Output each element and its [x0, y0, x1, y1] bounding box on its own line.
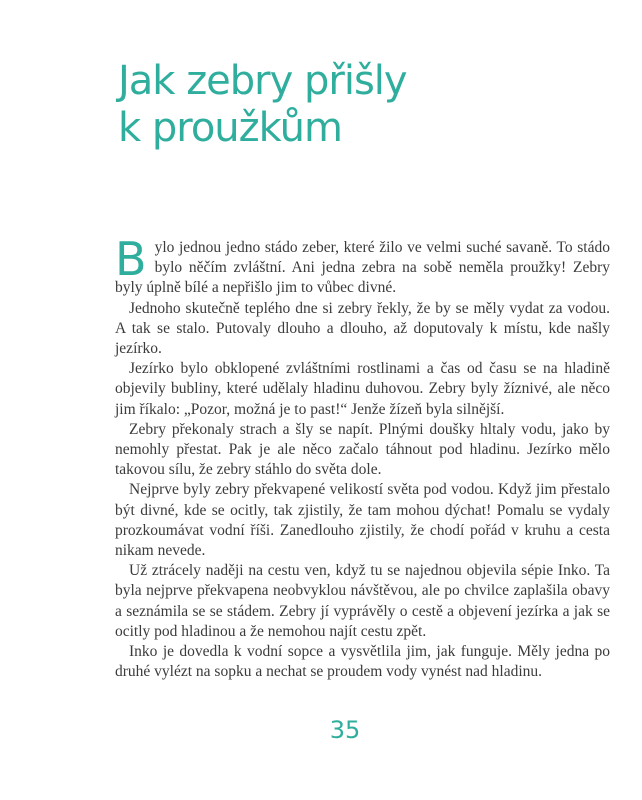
story-paragraph: Inko je dovedla k vodní sopce a vysvětlila jim, jak funguje. Měly jedna po druhé vylézt na sopku a nechat se proudem vody vynést nad hladinu. — [115, 643, 610, 681]
story-text — [115, 232, 610, 682]
story-paragraph: Jezírko bylo obklopené zvláštními rostlinami a čas od času se na hladině objevily bubliny, které udělaly hladinu duhovou. Zebry byly žíznivé, ale něco jim říkalo: „Pozor, možná je to past!“ Jenže žízeň byla silnější. — [115, 360, 610, 418]
story-paragraph: Už ztrácely naději na cestu ven, když tu se najednou objevila sépie Inko. Ta byla nejprve překvapena neobvyklou návštěvou, ale po chvilce zaplašila obavy a seznámila se se stádem. Zebry jí vyprávěly o cestě a objevení jezírka a jak se ocitly pod hladinou a že nemohou najít cestu zpět. — [115, 562, 610, 640]
page-title-line2: k proužkům — [118, 105, 342, 151]
story-paragraph-text: ylo jednou jedno stádo zeber, které žilo ve velmi suché savaně. To stádo bylo něčím zvláštní. Ani jedna zebra na sobě neměla proužky! Zebry byly úplně bílé a nepřišlo jim to vůbec divné. — [115, 239, 610, 297]
story-paragraph: Nejprve byly zebry překvapené velikostí světa pod vodou. Když jim přestalo být divné, kde se ocitly, tak zjistily, že tam mohou dýchat! Pomalu se vydaly prozkoumávat vodní říši. Zanedlouho zjistily, že chodí pořád v kruhu a cesta nikam nevede. — [115, 481, 610, 560]
story-paragraph: Zebry překonaly strach a šly se napít. Plnými doušky hltaly vodu, jako by nemohly přestat. Pak je ale něco začalo táhnout pod hladinu. Jezírko mělo takovou sílu, že zebry stáhlo do světa dole. — [115, 420, 610, 479]
page-title — [118, 58, 610, 152]
page-number: 35 — [329, 716, 361, 744]
story-paragraph: Jednoho skutečně teplého dne si zebry řekly, že by se měly vydat za vodou. A tak se stalo. Putovaly dlouho a dlouho, až doputovaly k místu, kde našly jezírko. — [115, 299, 610, 358]
drop-cap: B — [115, 232, 147, 286]
story-paragraph — [115, 232, 610, 299]
text-column — [115, 0, 610, 682]
page-title-line1: Jak zebry přišly — [118, 58, 407, 104]
